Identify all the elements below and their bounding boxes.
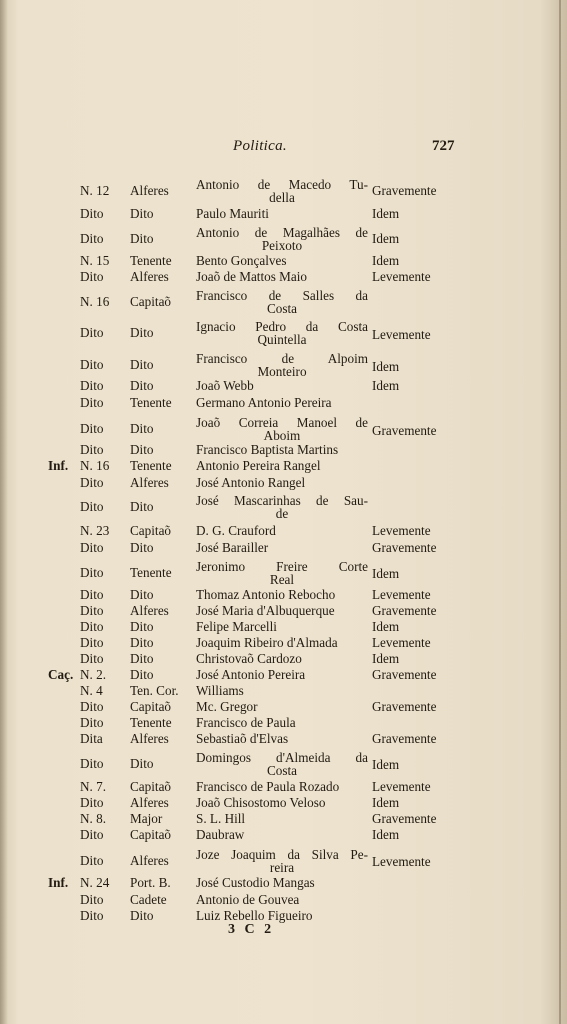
regiment-number: Dito (80, 756, 104, 771)
officer-name-line: Joaõ de Mattos Maio (196, 269, 307, 284)
officer-name-line: Thomaz Antonio Rebocho (196, 587, 336, 602)
officer-name (196, 620, 368, 633)
running-title: Politica. (233, 138, 287, 154)
wound-status: Gravemente (372, 811, 437, 826)
officer-name-line: Costa (266, 301, 298, 316)
wound-status: Levemente (372, 587, 431, 602)
regiment-number: N. 23 (80, 523, 110, 538)
regiment-number: N. 7. (80, 779, 107, 794)
wound-status: Idem (372, 651, 400, 666)
rank: Dito (130, 667, 154, 682)
rank: Capitaõ (130, 827, 172, 842)
regiment-number: Dito (80, 499, 104, 514)
officer-name-line: Joaõ Correia Manoel de (196, 415, 368, 430)
officer-name-line: Christovaõ Cardozo (196, 651, 302, 666)
officer-name-line: Domingos d'Almeida da (196, 750, 368, 765)
rank: Alferes (130, 603, 169, 618)
rank: Alferes (130, 795, 169, 810)
officer-name-line: Francisco de Alpoim (196, 351, 368, 366)
officer-name (196, 668, 368, 681)
rank: Dito (130, 325, 154, 340)
regiment-number: Dito (80, 699, 104, 714)
wound-status: Idem (372, 378, 400, 393)
rank: Cadete (130, 892, 167, 907)
rank: Alferes (130, 475, 169, 490)
officer-name-line: Germano Antonio Pereira (196, 395, 332, 410)
page-number: 727 (432, 138, 455, 154)
officer-name (196, 893, 368, 906)
officer-name (196, 396, 368, 409)
rank: Dito (130, 206, 154, 221)
rank: Alferes (130, 269, 169, 284)
officer-name-line: Real (269, 572, 295, 587)
rank: Dito (130, 421, 154, 436)
officer-name (196, 459, 368, 472)
regiment-number: N. 15 (80, 253, 110, 268)
officer-name-line: Quintella (257, 332, 307, 347)
wound-status: Levemente (372, 523, 431, 538)
rank: Tenente (130, 395, 172, 410)
rank: Dito (130, 635, 154, 650)
officer-name-line: Costa (266, 763, 298, 778)
regiment-number: Dito (80, 421, 104, 436)
rank: Dito (130, 651, 154, 666)
rank: Capitaõ (130, 699, 172, 714)
rank: Port. B. (130, 875, 171, 890)
regiment-number: Dito (80, 853, 104, 868)
wound-status: Levemente (372, 635, 431, 650)
officer-name-line: Antonio de Macedo Tu- (196, 177, 368, 192)
officer-name-line: Williams (196, 683, 244, 698)
regiment-number: N. 12 (80, 183, 110, 198)
rank: Tenente (130, 715, 172, 730)
officer-name (196, 226, 368, 252)
regiment-number: Dito (80, 908, 104, 923)
regiment-number: Dito (80, 442, 104, 457)
officer-name-line: Daubraw (196, 827, 245, 842)
rank: Dito (130, 231, 154, 246)
wound-status: Idem (372, 827, 400, 842)
wound-status: Levemente (372, 854, 431, 869)
wound-status: Levemente (372, 269, 431, 284)
officer-name (196, 443, 368, 456)
officer-name (196, 494, 368, 520)
regiment-number: Dito (80, 378, 104, 393)
corps-prefix: Inf. (48, 458, 69, 473)
regiment-number: Dito (80, 231, 104, 246)
officer-name-line: della (269, 190, 295, 205)
regiment-number: Dito (80, 795, 104, 810)
corps-prefix: Caç. (48, 667, 74, 682)
officer-name (196, 652, 368, 665)
officer-name-line: Felipe Marcelli (196, 619, 277, 634)
officer-name (196, 588, 368, 601)
officer-name (196, 636, 368, 649)
regiment-number: Dito (80, 651, 104, 666)
regiment-number: Dito (80, 587, 104, 602)
regiment-number: Dito (80, 827, 104, 842)
officer-name-line: Francisco de Salles da (196, 288, 368, 303)
officer-name-line: José Barailler (196, 540, 269, 555)
officer-name (196, 812, 368, 825)
regiment-number: Dito (80, 603, 104, 618)
regiment-number: N. 16 (80, 458, 110, 473)
wound-status: Levemente (372, 327, 431, 342)
wound-status: Gravemente (372, 667, 437, 682)
rank: Ten. Cor. (130, 683, 179, 698)
regiment-number: Dito (80, 325, 104, 340)
rank: Alferes (130, 183, 169, 198)
officer-name (196, 604, 368, 617)
officer-name-line: S. L. Hill (196, 811, 246, 826)
officer-name (196, 416, 368, 442)
officer-name-line: reira (269, 860, 295, 875)
rank: Capitaõ (130, 523, 172, 538)
officer-name (196, 320, 368, 346)
officer-name-line: D. G. Crauford (196, 523, 276, 538)
officer-name-line: Francisco de Paula Rozado (196, 779, 340, 794)
regiment-number: Dita (80, 731, 103, 746)
regiment-number: Dito (80, 619, 104, 634)
rank: Dito (130, 499, 154, 514)
officer-name-line: Joaquim Ribeiro d'Almada (196, 635, 338, 650)
officer-name-line: de (275, 506, 289, 521)
officer-name-line: José Mascarinhas de Sau- (196, 493, 368, 508)
wound-status: Levemente (372, 779, 431, 794)
officer-name (196, 876, 368, 889)
printer-signature: 3 C 2 (228, 922, 275, 937)
regiment-number: Dito (80, 357, 104, 372)
wound-status: Gravemente (372, 540, 437, 555)
officer-name-line: José Antonio Rangel (196, 475, 306, 490)
officer-name (196, 476, 368, 489)
rank: Tenente (130, 253, 172, 268)
officer-name-line: Antonio de Magalhães de (196, 225, 368, 240)
officer-name (196, 270, 368, 283)
regiment-number: Dito (80, 635, 104, 650)
rank: Dito (130, 442, 154, 457)
regiment-number: Dito (80, 565, 104, 580)
officer-name-line: Francisco Baptista Martins (196, 442, 339, 457)
officer-name-line: Paulo Mauriti (196, 206, 269, 221)
officer-name-line: Joaõ Chisostomo Veloso (196, 795, 326, 810)
officer-name (196, 207, 368, 220)
officer-name (196, 524, 368, 537)
officer-name (196, 560, 368, 586)
officer-name (196, 541, 368, 554)
wound-status: Gravemente (372, 731, 437, 746)
officer-name (196, 254, 368, 267)
wound-status: Idem (372, 566, 400, 581)
regiment-number: Dito (80, 395, 104, 410)
officer-name (196, 289, 368, 315)
officer-name-line: Mc. Gregor (196, 699, 258, 714)
officer-name (196, 780, 368, 793)
officer-name (196, 716, 368, 729)
officer-name (196, 796, 368, 809)
regiment-number: Dito (80, 269, 104, 284)
wound-status: Gravemente (372, 423, 437, 438)
rank: Dito (130, 357, 154, 372)
regiment-number: Dito (80, 892, 104, 907)
officer-name-line: Francisco de Paula (196, 715, 296, 730)
wound-status: Gravemente (372, 699, 437, 714)
rank: Capitaõ (130, 294, 172, 309)
wound-status: Idem (372, 253, 400, 268)
rank: Dito (130, 587, 154, 602)
regiment-number: N. 2. (80, 667, 107, 682)
rank: Dito (130, 908, 154, 923)
rank: Alferes (130, 731, 169, 746)
officer-name (196, 379, 368, 392)
regiment-number: Dito (80, 206, 104, 221)
officer-name-line: Joaõ Webb (196, 378, 254, 393)
rank: Dito (130, 540, 154, 555)
regiment-number: Dito (80, 540, 104, 555)
wound-status: Gravemente (372, 183, 437, 198)
regiment-number: N. 8. (80, 811, 107, 826)
officer-name-line: Antonio de Gouvea (196, 892, 300, 907)
officer-name-line: Luiz Rebello Figueiro (196, 908, 313, 923)
officer-name (196, 909, 368, 922)
officer-name-line: José Custodio Mangas (196, 875, 315, 890)
rank: Alferes (130, 853, 169, 868)
officer-name (196, 751, 368, 777)
officer-name-line: José Maria d'Albuquerque (196, 603, 335, 618)
officer-name (196, 178, 368, 204)
officer-name-line: Ignacio Pedro da Costa (196, 319, 368, 334)
corps-prefix: Inf. (48, 875, 69, 890)
regiment-number: N. 4 (80, 683, 103, 698)
regiment-number: Dito (80, 475, 104, 490)
rank: Major (130, 811, 163, 826)
regiment-number: N. 16 (80, 294, 110, 309)
officer-name (196, 684, 368, 697)
officer-name-line: Sebastiaõ d'Elvas (196, 731, 289, 746)
officer-name-line: Antonio Pereira Rangel (196, 458, 321, 473)
wound-status: Gravemente (372, 603, 437, 618)
rank: Capitaõ (130, 779, 172, 794)
officer-name-line: Peixoto (261, 238, 303, 253)
officer-name (196, 732, 368, 745)
officer-name-line: Monteiro (257, 364, 307, 379)
rank: Tenente (130, 565, 172, 580)
officer-name-line: Bento Gonçalves (196, 253, 287, 268)
wound-status: Idem (372, 619, 400, 634)
officer-name-line: Joze Joaquim da Silva Pe- (196, 847, 368, 862)
officer-name-line: Jeronimo Freire Corte (196, 559, 368, 574)
officer-name (196, 828, 368, 841)
officer-name (196, 848, 368, 874)
regiment-number: Dito (80, 715, 104, 730)
regiment-number: N. 24 (80, 875, 110, 890)
rank: Dito (130, 378, 154, 393)
wound-status: Idem (372, 359, 400, 374)
wound-status: Idem (372, 206, 400, 221)
officer-name (196, 352, 368, 378)
rank: Tenente (130, 458, 172, 473)
officer-name (196, 700, 368, 713)
rank: Dito (130, 619, 154, 634)
wound-status: Idem (372, 795, 400, 810)
officer-name-line: José Antonio Pereira (196, 667, 306, 682)
wound-status: Idem (372, 757, 400, 772)
officer-name-line: Aboim (263, 428, 301, 443)
wound-status: Idem (372, 231, 400, 246)
rank: Dito (130, 756, 154, 771)
